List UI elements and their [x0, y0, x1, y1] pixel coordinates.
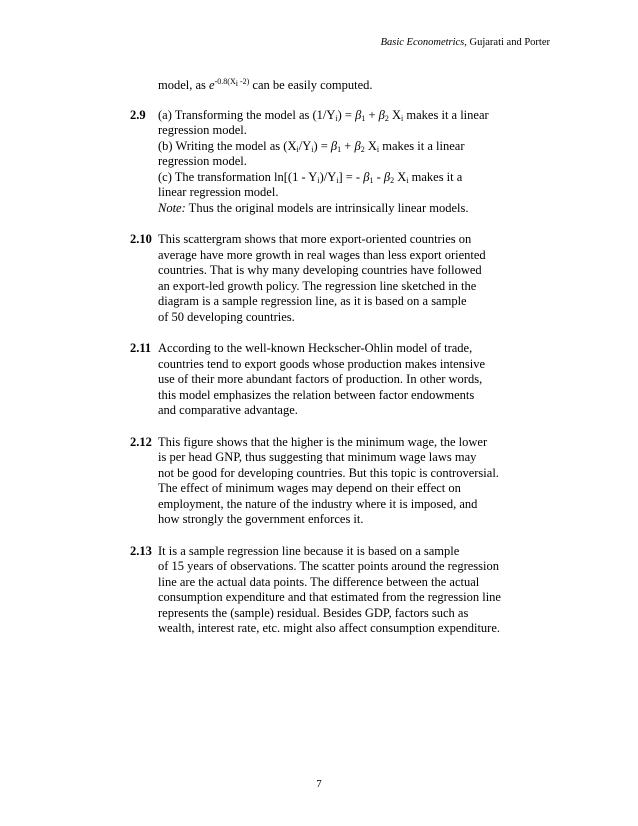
beta-symbol: β [383, 169, 391, 184]
part-c-line-2: linear regression model. [158, 185, 279, 199]
section-2-12 [130, 435, 550, 528]
body-line: line are the actual data points. The difference between the actual [158, 574, 480, 589]
text: makes it a [408, 169, 463, 184]
body-line: consumption expenditure and that estimated from the regression line [158, 590, 501, 604]
part-c-line-1 [158, 170, 550, 186]
running-header [381, 37, 550, 48]
subscript: i [406, 175, 409, 185]
section-2-10 [130, 232, 550, 325]
text: + [365, 107, 379, 122]
text: (c) The transformation ln[(1 - Y [158, 169, 318, 184]
body-line: This figure shows that the higher is the minimum wage, the lower [158, 434, 488, 449]
subscript: i [311, 144, 314, 154]
text: makes it a linear [379, 138, 465, 153]
text: X [388, 107, 402, 122]
part-a-line-2: regression model. [158, 123, 247, 137]
expression-exponent [215, 77, 250, 86]
body-line: of 15 years of observations. The scatter points around the regression [158, 559, 499, 573]
body-line: countries tend to export goods whose production makes intensive [158, 356, 486, 371]
part-a-line-1 [158, 108, 550, 124]
text: ) = [337, 107, 356, 122]
exponent-part-2: -2) [237, 77, 250, 86]
text: makes it a linear [403, 107, 489, 122]
text: (a) Transforming the model as (1/Y [158, 107, 336, 122]
note-text: Thus the original models are intrinsically linear models. [185, 200, 469, 215]
body-line: According to the well-known Heckscher-Ohlin model of trade, [158, 341, 473, 355]
body-line: employment, the nature of the industry where it is imposed, and [158, 496, 478, 511]
note-line [158, 201, 550, 217]
body-line: average have more growth in real wages than less export oriented [158, 247, 486, 262]
book-title: Basic Econometrics [380, 37, 465, 48]
section-number: 2.11 [130, 341, 152, 355]
text: X [364, 138, 377, 153]
expression-base: e [209, 78, 215, 92]
beta-symbol: β [378, 107, 385, 122]
body-line: The effect of minimum wages may depend on their effect on [158, 481, 461, 495]
body-line: It is a sample regression line because it is based on a sample [158, 543, 460, 558]
section-number: 2.13 [130, 543, 152, 558]
page-content [130, 78, 550, 653]
body-line: is per head GNP, thus suggesting that minimum wage laws may [158, 450, 477, 464]
subscript: 1 [361, 113, 366, 123]
text: )/Y [319, 169, 337, 184]
body-line: use of their more abundant factors of production. In other words, [158, 372, 483, 386]
text: - [373, 169, 384, 184]
text: ) = [313, 138, 331, 153]
text: (b) Writing the model as (X [158, 138, 297, 153]
body-line: diagram is a sample regression line, as it is based on a sample [158, 294, 467, 308]
body-line: not be good for developing countries. But this topic is controversial. [158, 465, 499, 480]
subscript: i [335, 113, 338, 123]
body-line: countries. That is why many developing countries have followed [158, 263, 482, 277]
section-2-11 [130, 341, 550, 419]
body-line: and comparative advantage. [158, 403, 298, 417]
body-line: an export-led growth policy. The regression line sketched in the [158, 278, 477, 293]
text: /Y [298, 138, 312, 153]
subscript: 1 [337, 144, 342, 154]
page-number: 7 [316, 778, 322, 790]
exponent-part-1: -0.8(X [214, 77, 236, 86]
exponent-subscript: i [235, 79, 238, 88]
section-2-9 [130, 108, 550, 217]
subscript: i [336, 175, 339, 185]
section-number: 2.9 [130, 107, 146, 122]
beta-symbol: β [355, 107, 362, 122]
book-authors: , Gujarati and Porter [464, 37, 550, 48]
subscript: i [376, 144, 380, 154]
subscript: 2 [384, 113, 389, 123]
subscript: i [401, 113, 404, 123]
continuation-paragraph [130, 78, 550, 94]
body-line: represents the (sample) residual. Besides GDP, factors such as [158, 605, 469, 620]
body-line: of 50 developing countries. [158, 309, 295, 324]
subscript: i [317, 175, 320, 185]
beta-symbol: β [330, 138, 338, 153]
note-label: Note: [158, 200, 186, 215]
continuation-text-before: model, as [158, 78, 210, 92]
subscript: 1 [369, 175, 374, 185]
section-number: 2.12 [130, 434, 152, 449]
beta-symbol: β [363, 169, 370, 184]
body-line: This scattergram shows that more export-oriented countries on [158, 232, 472, 246]
beta-symbol: β [354, 138, 361, 153]
part-b-line-2: regression model. [158, 154, 247, 168]
text: + [341, 138, 355, 153]
continuation-text-after: can be easily computed. [249, 78, 373, 92]
body-line: wealth, interest rate, etc. might also affect consumption expenditure. [158, 621, 501, 635]
subscript: i [296, 144, 299, 154]
subscript: 2 [360, 144, 365, 154]
part-b-line-1 [158, 139, 550, 155]
section-number: 2.10 [130, 232, 152, 246]
text: X [394, 169, 407, 184]
body-line: this model emphasizes the relation between factor endowments [158, 387, 475, 402]
subscript: 2 [390, 175, 395, 185]
text: ] = - [338, 169, 364, 184]
section-2-13 [130, 544, 550, 637]
body-line: how strongly the government enforces it. [158, 512, 364, 526]
